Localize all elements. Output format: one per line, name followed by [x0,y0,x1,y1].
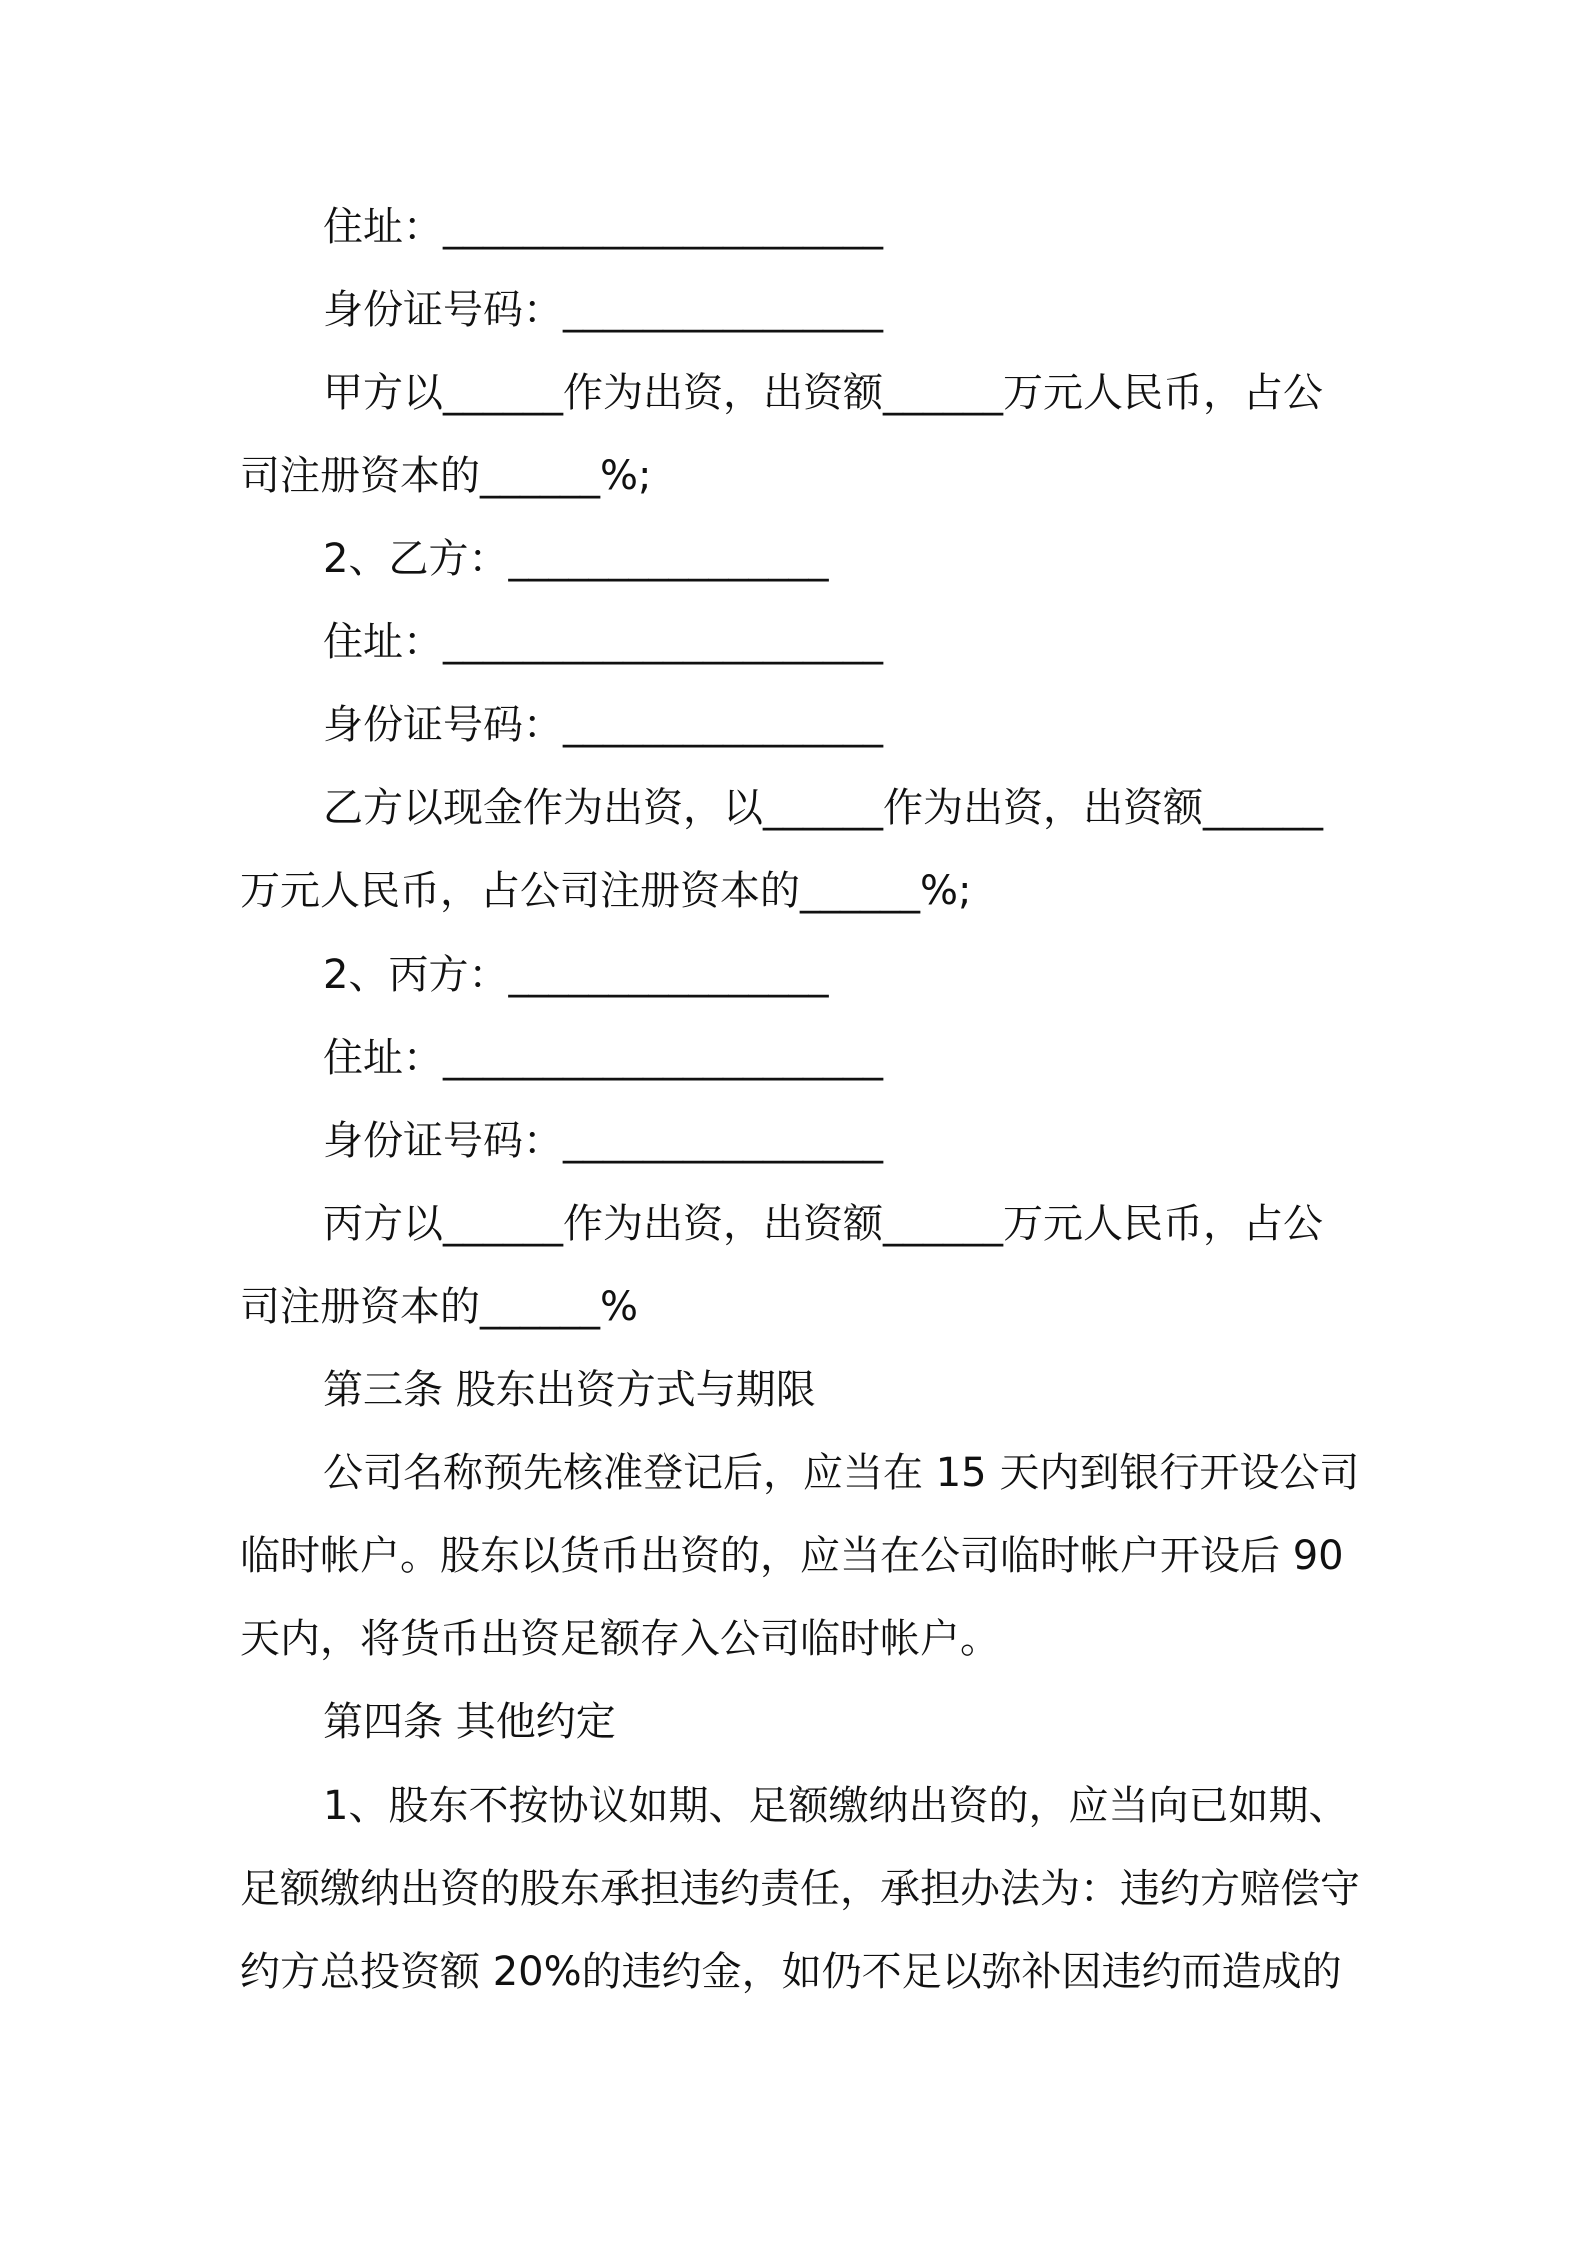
party-b-id-line: 身份证号码：________________ [323,702,883,748]
party-b-contribution-line: 乙方以现金作为出资，以______作为出资，出资额______ [323,785,1323,831]
party-b-name-line: 2、乙方：________________ [323,536,829,582]
party-b-contribution-line-cont: 万元人民币，占公司注册资本的______%; [240,868,972,914]
party-c-address-line: 住址：______________________ [323,1035,883,1081]
article-four-paragraph-line-2: 足额缴纳出资的股东承担违约责任，承担办法为：违约方赔偿守 [240,1866,1360,1912]
party-a-id-line: 身份证号码：________________ [323,287,883,333]
party-b-address-line: 住址：______________________ [323,619,883,665]
article-four-paragraph-line-1: 1、股东不按协议如期、足额缴纳出资的，应当向已如期、 [323,1783,1349,1829]
article-four-heading: 第四条 其他约定 [323,1699,616,1745]
article-three-paragraph-line-2: 临时帐户。股东以货币出资的，应当在公司临时帐户开设后 90 [240,1533,1344,1579]
party-a-address-line: 住址：______________________ [323,204,883,250]
party-a-contribution-line-cont: 司注册资本的______%; [240,453,652,499]
party-c-name-line: 2、丙方：________________ [323,952,829,998]
article-three-paragraph-line-3: 天内，将货币出资足额存入公司临时帐户。 [240,1616,1000,1662]
party-c-contribution-line-cont: 司注册资本的______% [240,1284,639,1330]
article-three-paragraph-line-1: 公司名称预先核准登记后，应当在 15 天内到银行开设公司 [323,1450,1360,1496]
party-c-id-line: 身份证号码：________________ [323,1118,883,1164]
party-c-contribution-line: 丙方以______作为出资，出资额______万元人民币，占公 [323,1201,1323,1247]
article-three-heading: 第三条 股东出资方式与期限 [323,1367,816,1413]
party-a-contribution-line: 甲方以______作为出资，出资额______万元人民币，占公 [323,370,1323,416]
article-four-paragraph-line-3: 约方总投资额 20%的违约金，如仍不足以弥补因违约而造成的 [240,1949,1342,1995]
